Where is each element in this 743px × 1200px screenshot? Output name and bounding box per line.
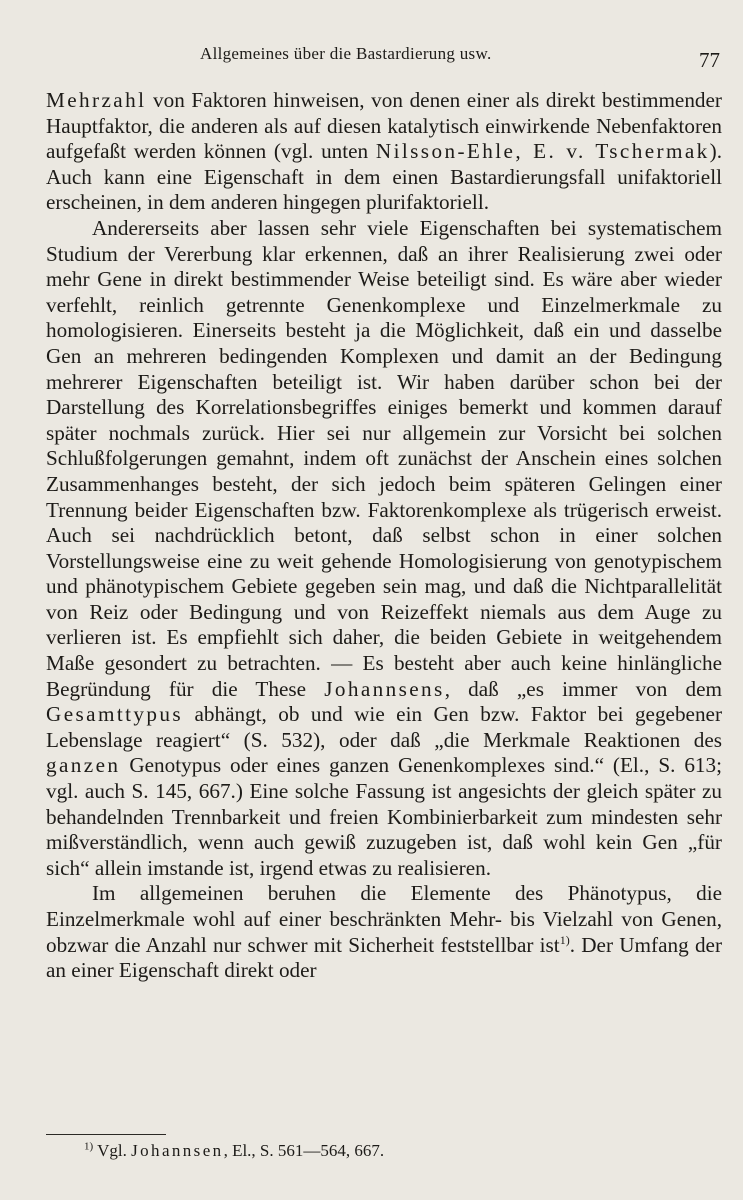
text-run: abhängt, ob und wie ein Gen bzw. Faktor bei gegebener Lebenslage reagiert“ (S. 532), oder daß „die Merkmale Reaktionen des — [46, 702, 722, 752]
page-number: 77 — [699, 48, 720, 72]
spaced-name: Gesamttypus — [46, 702, 184, 727]
text-run: Vgl. — [93, 1141, 132, 1160]
footnote-mark: 1) — [84, 1140, 94, 1153]
text-run: Genotypus oder eines ganzen Genenkomplexes sind.“ (El., S. 613; vgl. auch S. 145, 667.) Eine solche Fassung ist angesichts der gleich später zu behandelnden Trennbarkeit und freien Kombinierbarkeit zum mindesten sehr mißverständlich, wenn auch gewiß zuzugeben ist, daß wohl kein Gen „für sich“ allein imstande ist, irgend etwas zu realisieren. — [46, 753, 722, 880]
text-run: Im allgemeinen beruhen die Elemente des Phänotypus, die Einzelmerkmale wohl auf einer beschränkten Mehr- bis Vielzahl von Genen, obzwar die Anzahl nur schwer mit Sicherheit feststellbar ist — [46, 881, 722, 957]
footnote-reference: 1) — [559, 932, 570, 947]
body-text — [46, 88, 722, 984]
footnote-text — [93, 1141, 384, 1160]
text-run: , daß „es immer von dem — [444, 676, 723, 701]
paragraph — [46, 216, 722, 881]
text-run: ). Auch kann eine Eigenschaft in dem einen Bastardierungsfall unifaktoriell erscheinen, in dem anderen hingegen plurifaktoriell. — [46, 139, 722, 215]
spaced-name: Mehrzahl — [46, 88, 147, 112]
text-run: Andererseits aber lassen sehr viele Eigenschaften bei systematischem Studium der Vererbung klar erkennen, daß an ihrer Realisierung zwei oder mehr Gene in direkt bestimmender Weise beteiligt sind. Es wäre aber wieder verfehlt, reinlich getrennte Genenkomplexe und Einzelmerkmale zu homologisieren. Einerseits besteht ja die Möglichkeit, daß ein und dasselbe Gen an mehreren bedingenden Komplexen und damit an der Bedingung mehrerer Eigenschaften beteiligt ist. Wir haben darüber schon bei der Darstellung des Korrelationsbegriffes einiges bemerkt und kommen darauf später nochmals zurück. Hier sei nur allgemein zur Vorsicht bei solchen Schlußfolgerungen gemahnt, indem oft zunächst der Anschein eines solchen Zusammenhanges besteht, der sich jedoch beim späteren Gelingen einer Trennung beider Eigenschaften bzw. Faktorenkomplexe als trügerisch erweist. Auch sei nachdrücklich betont, daß selbst schon in einer solchen Vorstellungsweise eine zu weit gehende Homologisierung von genotypischem und phänotypischem Gebiete gegeben sein mag, und daß die Nichtparallelität von Reiz oder Bedingung und von Reizeffekt niemals aus dem Auge zu verlieren ist. Es empfiehlt sich daher, die beiden Gebiete in weitgehendem Maße gesondert zu betrachten. — Es besteht aber auch keine hinlängliche Begründung für die These — [46, 215, 722, 701]
paragraph — [46, 881, 722, 983]
text-run: von Faktoren hinweisen, von denen einer als direkt bestimmender Hauptfaktor, die anderen als auf diesen katalytisch einwirkende Nebenfaktoren aufgefaßt werden können (vgl. unten — [46, 88, 722, 164]
text-run: , El., S. 561—564, 667. — [223, 1141, 385, 1160]
paragraph — [46, 88, 722, 216]
footnote-rule — [46, 1134, 166, 1135]
footnote — [84, 1140, 384, 1162]
spaced-name: Johannsens — [324, 676, 445, 701]
spaced-name: Nilsson-Ehle, E. v. Tschermak — [375, 139, 710, 164]
running-head — [46, 44, 722, 72]
spaced-name: ganzen — [46, 753, 121, 778]
text-run: . Der Umfang der an einer Eigenschaft direkt oder — [46, 932, 722, 983]
running-title: Allgemeines über die Bastardierung usw. — [200, 44, 492, 63]
spaced-name: Johannsen — [131, 1141, 224, 1160]
